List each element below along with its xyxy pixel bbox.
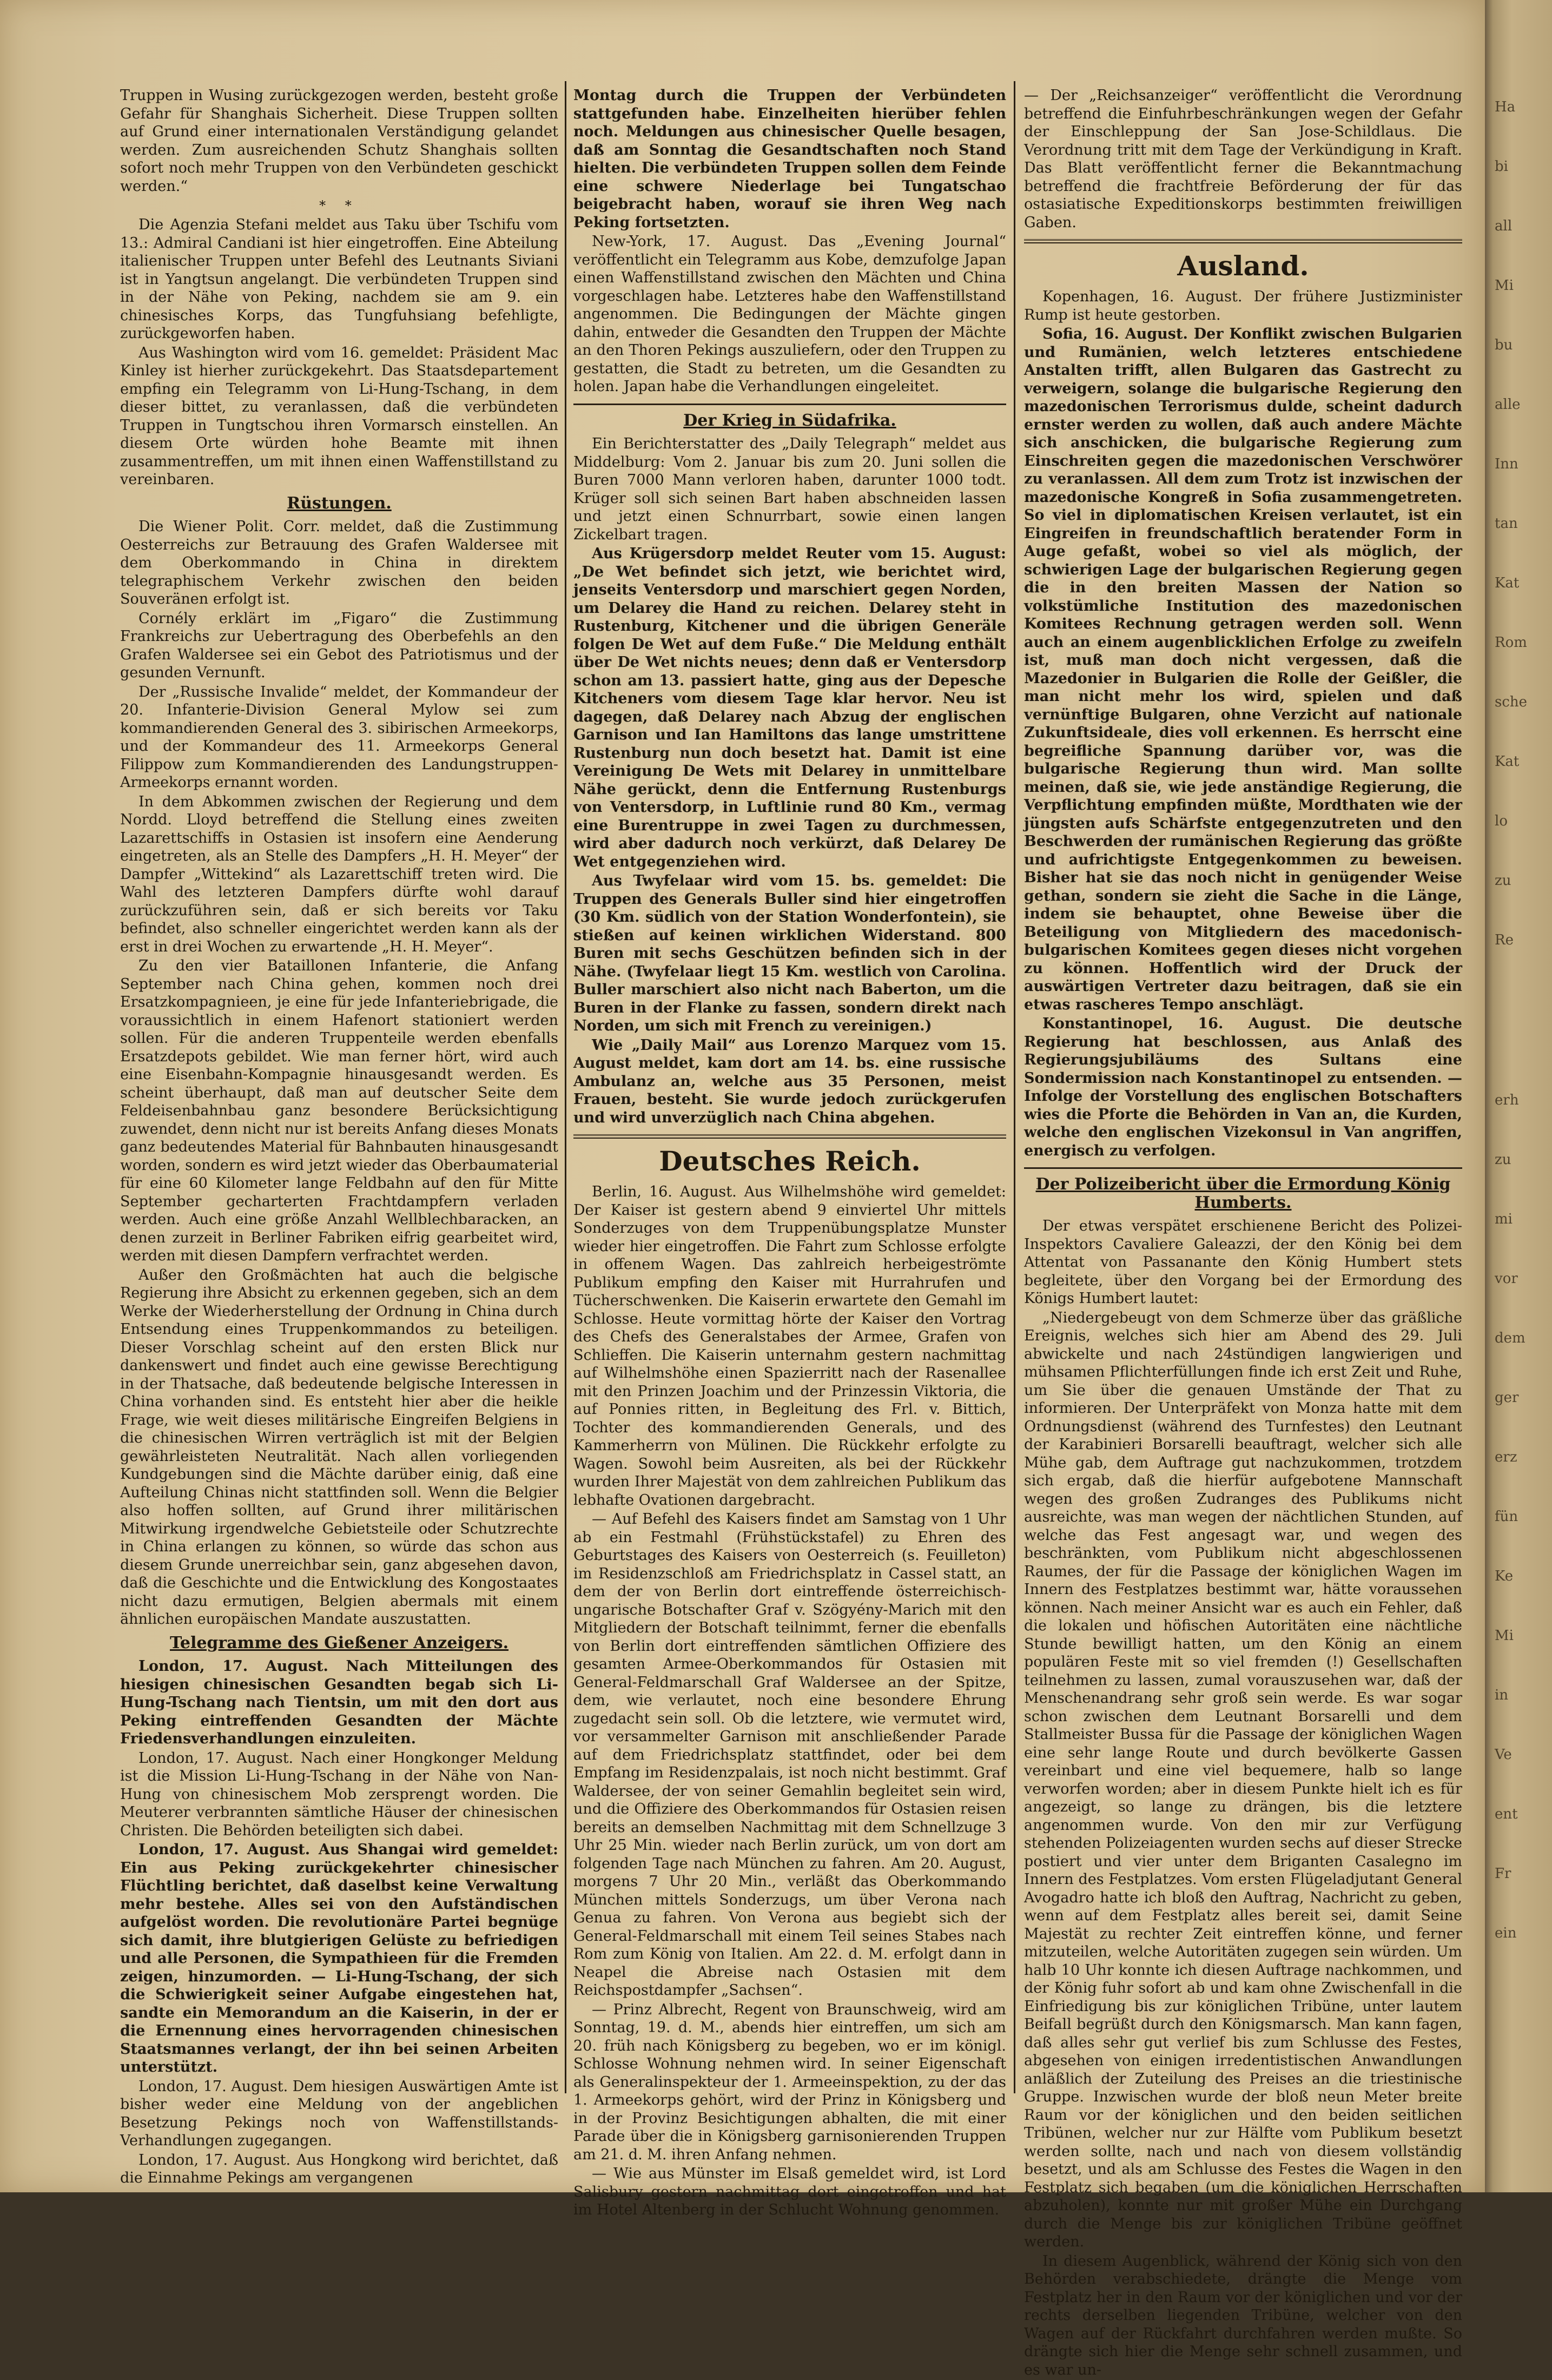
margin-fragment: ent <box>1495 1806 1518 1822</box>
paragraph: Sofia, 16. August. Der Konflikt zwischen Bulgarien und Rumänien, welch letzteres entschiedene Anstalten trifft, allen Bulgaren das Gastrecht zu verweigern, solange die bulgarische Regierung den mazedonischen Terrorismus dulde, scheint dadurch ernster werden zu wollen, daß auch andere Mächte sich anschicken, die bulgarische Regierung zum Einschreiten gegen die mazedonischen Verschwörer zu veranlassen. All dem zum Trotz ist inzwischen der mazedonische Kongreß in Sofia zusammengetreten. So viel in diplomatischen Kreisen verlautet, ist ein Eingreifen in freundschaftlich beratender Form in Auge gefaßt, wobei so viel als möglich, der schwierigen Lage der bulgarischen Regierung gegen die in den breiten Massen der Nation so volkstümliche Institution des mazedonischen Komitees Rechnung getragen werden soll. Wenn auch an einem augenblicklichen Erfolge zu zweifeln ist, muß man doch nicht vergessen, daß die Mazedonier in Bulgarien die Rolle der Geißler, die man nicht mehr los wird, spielen und daß vernünftige Bulgaren, ohne Verzicht auf nationale Zukunftsideale, dies voll erkennen. Es herrscht eine begreifliche Spannung darüber vor, was die bulgarische Regierung thun wird. Man sollte meinen, daß sie, wie jede anständige Regierung, die Verpflichtung empfinden müßte, Mordthaten wie der jüngsten aufs Schärfste entgegenzutreten und den Beschwerden der rumänischen Regierung das größte und aufrichtigste Entgegenkommen zu beweisen. Bisher hat sie das noch nicht in genügender Weise gethan, sondern sie zieht die Sache in die Länge, indem sie behauptet, ohne Beweise über die Beteiligung von Mitgliedern des macedonisch-bulgarischen Komitees gegen dieses nicht vorgehen zu können. Hoffentlich wird der Druck der auswärtigen Vertreter dazu beitragen, daß sie ein etwas rascheres Tempo anschlägt. <box>1024 326 1462 1013</box>
margin-fragment: fün <box>1495 1509 1518 1525</box>
paragraph: Wie „Daily Mail“ aus Lorenzo Marquez vom 15. August meldet, kam dort am 14. bs. eine russische Ambulanz an, welche aus 35 Personen, meist Frauen, besteht. Sie wurde jedoch zurückgerufen und wird unverzüglich nach China abgehen. <box>573 1036 1006 1126</box>
telegram-item: London, 17. August. Nach Mitteilungen des hiesigen chinesischen Gesandten begab sich Li-Hung-Tschang nach Tientsin, um mit den dort aus Peking eintreffenden Gesandten der Mächte Friedensverhandlungen einzuleiten. <box>120 1658 558 1747</box>
margin-fragment: bi <box>1495 158 1508 175</box>
margin-fragment: Mi <box>1495 277 1514 294</box>
telegram-item: London, 17. August. Aus Shangai wird gemeldet: Ein aus Peking zurückgekehrter chinesischer Flüchtling berichtet, daß daselbst keine Verwaltung mehr bestehe. Alles sei von den Aufständischen aufgelöst worden. Die revolutionäre Partei begnüge sich damit, ihre blutgierigen Gelüste zu befriedigen und alle Personen, die Sympathieen für die Fremden zeigen, hinzumorden. — Li-Hung-Tschang, der sich die Schwierigkeit seiner Aufgabe eingestehen hat, sandte ein Memorandum an die Kaiserin, in der er die Ernennung eines hervorragenden chinesischen Staatsmannes verlangt, der ihn bei seinen Arbeiten unterstützt. <box>120 1841 558 2075</box>
section-rule <box>1024 239 1462 243</box>
margin-fragment: Rom <box>1495 634 1527 651</box>
section-heading: Telegramme des Gießener Anzeigers. <box>169 1633 509 1652</box>
paragraph: Aus Twyfelaar wird vom 15. bs. gemeldet: Die Truppen des Generals Buller sind hier eingetroffen (30 Km. südlich von der Station Wonderfontein), sie stießen auf keinen wirklichen Widerstand. 800 Buren mit sechs Geschützen befinden sich in der Nähe. (Twyfelaar liegt 15 Km. westlich von Carolina. Buller marschiert also nicht nach Baberton, um die Buren in der Flanke zu fassen, sondern direkt nach Norden, um sich mit French zu vereinigen.) <box>573 872 1006 1034</box>
telegram-item: London, 17. August. Aus Hongkong wird berichtet, daß die Einnahme Pekings am vergangenen <box>120 2151 558 2186</box>
margin-fragment: ein <box>1495 1925 1517 1941</box>
paragraph: „Niedergebeugt von dem Schmerze über das gräßliche Ereignis, welches sich hier am Abend des 29. Juli abwickelte und nach 24stündigen langwierigen und mühsamen Pflichterfüllungen finde ich erst Zeit und Ruhe, um Sie über die genauen Umstände der That zu informieren. Der Unterpräfekt von Monza hatte mit dem Ordnungsdienst (während des Turnfestes) den Leutnant der Karabinieri Borsarelli beauftragt, welcher sich alle Mühe gab, dem Auftrage gut nachzukommen, trotzdem sich ergab, daß die hierfür aufgebotene Mannschaft wegen des großen Zudranges des Publikums nicht ausreichte, was man wegen der nächtlichen Stunden, auf welche das Fest angesagt war, und wegen des beschränkten, vom Publikum nicht abgeschlossenen Raumes, der für die Passage der königlichen Wagen im Innern des Festplatzes bestimmt war, hätte voraussehen können. Nach meiner Ansicht war es auch ein Fehler, daß die lokalen und höfischen Autoritäten eine nächtliche Stunde bewilligt hatten, um den König an einem populären Feste mit so viel fremden (!) Gesellschaften teilnehmen zu lassen, zumal vorauszusehen war, daß der Menschenandrang sehr groß sein werde. Es war sogar schon zwischen dem Leutnant Borsarelli und dem Stallmeister Bussa für die Passage der königlichen Wagen eine sehr lange Route und durch bevölkerte Gassen vereinbart und eine viel bequemere, halb so lange verworfen worden; aber in diesem Punkte hielt ich es für angezeigt, so lange zu drängen, bis die letztere angenommen wurde. Von den mir zur Verfügung stehenden Polizeiagenten wurden sechs auf dieser Strecke postiert und vier unter dem Briganten Casalegno im Innern des Festplatzes. Vom ersten Flügeladjutant General Avogadro hatte ich bloß den Auftrag, Nachricht zu geben, wenn auf dem Festplatz alles bereit sei, damit Seine Majestät zu rechter Zeit eintreffen könne, und ferner mitzuteilen, welche Autoritäten zugegen sein würden. Um halb 10 Uhr konnte ich diesen Auftrage nachkommen, und der König fuhr sofort ab und kam ohne Zwischenfall in die Einfriedigung bis zur königlichen Tribüne, unter lautem Beifall begrüßt durch den Königsmarsch. Man kann fagen, daß alles sehr gut verlief bis zum Schlusse des Festes, abgesehen von einigen irredentistischen Anwandlungen anläßlich der Zuteilung des Preises an die triestinische Gruppe. Inzwischen wurde der bloß neun Meter breite Raum vor der königlichen und den beiden seitlichen Tribünen, welcher nur zur Hälfte vom Publikum besetzt werden sollte, nach und nach von diesem vollständig besetzt, und als am Schlusse des Festes die Wagen in den Festplatz sich begaben (um die königlichen Herrschaften abzuholen), konnte nur mit großer Mühe ein Durchgang durch die Menge bis zur königlichen Tribüne geöffnet werden. <box>1024 1309 1462 2250</box>
margin-fragment: Fr <box>1495 1866 1511 1882</box>
column-1 <box>120 87 558 2189</box>
margin-fragment: zu <box>1495 872 1511 889</box>
paragraph: — Prinz Albrecht, Regent von Braunschweig, wird am Sonntag, 19. d. M., abends hier eintreffen, um sich am 20. früh nach Königsberg zu begeben, wo er im königl. Schlosse Wohnung nehmen wird. In seiner Eigenschaft als Generalinspekteur der 1. Armeeinspektion, zu der das 1. Armeekorps gehört, wird der Prinz in Königsberg und in der Provinz Besichtigungen abhalten, die mit einer Parade über die in Königsberg garnisonierenden Truppen am 21. d. M. ihren Anfang nehmen. <box>573 2001 1006 2163</box>
margin-fragment: erz <box>1495 1449 1517 1465</box>
margin-fragment: Ha <box>1495 99 1516 115</box>
margin-fragment: sche <box>1495 694 1528 710</box>
telegram-item: London, 17. August. Nach einer Hongkonger Meldung ist die Mission Li-Hung-Tschang in der Nähe von Nan-Hung von chinesischem Mob zersprengt worden. Die Meuterer verbrannten sämtliche Häuser der chinesischen Christen. Die Behörden beteiligten sich dabei. <box>120 1749 558 1839</box>
paragraph: New-York, 17. August. Das „Evening Journal“ veröffentlicht ein Telegramm aus Kobe, demzufolge Japan einen Waffenstillstand zwischen den Mächten und China vorgeschlagen habe. Letzteres habe den Waffenstillstand angenommen. Die Bedingungen der Mächte gingen dahin, entweder die Gesandten den Truppen der Mächte an den Thoren Pekings auszuliefern, oder den Truppen zu gestatten, die Stadt zu betreten, um die Gesandten zu holen. Japan habe die Verhandlungen eingeleitet. <box>573 233 1006 395</box>
section-rule <box>573 404 1006 405</box>
paragraph: In dem Abkommen zwischen der Regierung und dem Nordd. Lloyd betreffend die Stellung eines zweiten Lazarettschiffs in Ostasien ist insofern eine Aenderung eingetreten, als an Stelle des Dampfers „H. H. Meyer“ der Dampfer „Wittekind“ als Lazarettschiff treten wird. Die Wahl des letzteren Dampfers dürfte wohl darauf zurückzuführen sein, daß er sich bereits vor Taku befindet, also schneller eingerichtet werden kann als der erst in drei Wochen zu erwartende „H. H. Meyer“. <box>120 793 558 955</box>
paragraph: Aus Washington wird vom 16. gemeldet: Präsident Mac Kinley ist hierher zurückgekehrt. Das Staatsdepartement empfing ein Telegramm von Li-Hung-Tschang, in dem dieser bittet, zu veranlassen, daß die verbündeten Truppen in Tungtschou ihren Vormarsch einstellen. An diesem Orte würden hohe Beamte mit ihnen zusammentreffen, um mit ihnen einen Waffenstillstand zu vereinbaren. <box>120 344 558 488</box>
paragraph: — Der „Reichsanzeiger“ veröffentlicht die Verordnung betreffend die Einfuhrbeschränkungen wegen der Gefahr der Einschleppung der San Jose-Schildlaus. Die Verordnung tritt mit dem Tage der Verkündigung in Kraft. Das Blatt veröffentlicht ferner die Bekanntmachung betreffend die frachtfreie Beförderung der für das ostasiatische Expeditionskorps bestimmten freiwilligen Gaben. <box>1024 87 1462 231</box>
paragraph: Außer den Großmächten hat auch die belgische Regierung ihre Absicht zu erkennen gegeben, sich an dem Werke der Wiederherstellung der Ordnung in China durch Entsendung eines Truppenkommandos zu beteiligen. Dieser Vorschlag scheint auf den ersten Blick nur dankenswert und findet auch eine gewisse Berechtigung in der Thatsache, daß bedeutende belgische Interessen in China vorhanden sind. Es entsteht hier aber die heikle Frage, wie weit dieses militärische Eingreifen Belgiens in die chinesischen Wirren verträglich ist mit der Belgien gewährleisteten Neutralität. Nach allen vorliegenden Kundgebungen sind die Mächte darüber einig, daß eine Aufteilung Chinas nicht stattfinden soll. Wenn die Belgier also hoffen sollten, auf Grund ihrer militärischen Mitwirkung irgendwelche Gebietsteile oder Schutzrechte in China erlangen zu können, so würde das schon aus diesem Grunde unerreichbar sein, ganz abgesehen davon, daß die Geschichte und die Entwicklung des Kongostaates nicht dazu ermutigen, Belgien abermals mit einem ähnlichen europäischen Mandate auszustatten. <box>120 1266 558 1628</box>
margin-fragment: alle <box>1495 396 1521 413</box>
margin-fragments <box>1485 0 1552 1943</box>
column-rule <box>565 81 566 2093</box>
column-2 <box>573 87 1006 2220</box>
margin-fragment: Inn <box>1495 456 1518 472</box>
paragraph: Konstantinopel, 16. August. Die deutsche Regierung hat beschlossen, aus Anlaß des Regierungsjubiläums des Sultans eine Sondermission nach Konstantinopel zu entsenden. — Infolge der Vorstellung des englischen Botschafters wies die Pforte die Behörden in Van an, die Kurden, welche den englischen Vizekonsul in Van angriffen, energisch zu verfolgen. <box>1024 1015 1462 1159</box>
margin-fragment: erh <box>1495 1092 1519 1108</box>
paragraph: — Auf Befehl des Kaisers findet am Samstag von 1 Uhr ab ein Festmahl (Frühstückstafel) zu Ehren des Geburtstages des Kaisers von Oesterreich (s. Feuilleton) im Residenzschloß am Friedrichsplatz in Cassel statt, an dem der von Berlin dort eintreffende österreichisch-ungarische Botschafter Graf v. Szögyény-Marich mit den Mitgliedern der Botschaft teilnimmt, ferner die ebenfalls von Berlin dort eintreffenden sämtlichen Offiziere des gesamten Armee-Oberkommandos für Ostasien mit General-Feldmarschall Graf Waldersee an der Spitze, dem, wie verlautet, noch eine besondere Ehrung zugedacht sein soll. Ob die letztere, wie vermutet wird, vor versammelter Garnison mit anschließender Parade auf dem Friedrichsplatz stattfindet, oder bei dem Empfang im Residenzpalais, ist noch nicht bestimmt. Graf Waldersee, der von seiner Gemahlin begleitet sein wird, und die Offiziere des Oberkommandos für Ostasien reisen bereits an demselben Nachmittag mit dem Schnellzuge 3 Uhr 25 Min. wieder nach Berlin zurück, um von dort am folgenden Tage nach München zu fahren. Am 20. August, morgens 7 Uhr 20 Min., verläßt das Oberkommando München mittels Sonderzugs, um über Verona nach Genua zu fahren. Von Verona aus begiebt sich der General-Feldmarschall mit einem Teil seines Stabes nach Rom zum König von Italien. Am 22. d. M. erfolgt dann in Neapel die Abreise nach Ostasien mit dem Reichspostdampfer „Sachsen“. <box>573 1511 1006 1999</box>
column-3 <box>1024 87 1462 2380</box>
margin-fragment: dem <box>1495 1330 1525 1346</box>
paragraph: Berlin, 16. August. Aus Wilhelmshöhe wird gemeldet: Der Kaiser ist gestern abend 9 einviertel Uhr mittels Sonderzuges von dem Truppenübungsplatze Munster wieder hier eingetroffen. Die Fahrt zum Schlosse erfolgte in offenem Wagen. Das zahlreich herbeigeströmte Publikum empfing den Kaiser mit Hurrahrufen und Tücherschwenken. Die Kaiserin erwartete den Gemahl im Schlosse. Heute vormittag hörte der Kaiser den Vortrag des Chefs des Generalstabes der Armee, Grafen von Schlieffen. Die Kaiserin unternahm gestern nachmittag auf Wilhelmshöhe einen Spazierritt nach der Rasenallee mit den Prinzen Joachim und der Prinzessin Viktoria, die auf Ponnies ritten, in Begleitung des Frl. v. Bittich, Tochter des kommandierenden Generals, und des Kammerherrn von Mülinen. Die Rückkehr erfolgte zu Wagen. Sowohl beim Ausreiten, als bei der Rückkehr wurden Ihrer Majestät von dem zahlreichen Publikum das lebhafte Ovationen dargebracht. <box>573 1184 1006 1509</box>
section-heading: Deutsches Reich. <box>659 1145 921 1177</box>
paragraph: Die Agenzia Stefani meldet aus Taku über Tschifu vom 13.: Admiral Candiani ist hier eingetroffen. Eine Abteilung italienischer Truppen unter Befehl des Leutnants Siviani ist in Yangtsun angelangt. Die verbündeten Truppen sind in der Nähe von Peking, nachdem sie am 9. ein chinesisches Korps, das Tungfuhsiang befehligte, zurückgeworfen haben. <box>120 216 558 342</box>
margin-fragment: Kat <box>1495 575 1520 591</box>
margin-fragment: Re <box>1495 932 1514 948</box>
margin-fragment: zu <box>1495 1152 1511 1168</box>
margin-fragment: lo <box>1495 813 1508 829</box>
margin-fragment: Mi <box>1495 1628 1514 1644</box>
section-heading: Rüstungen. <box>287 493 392 513</box>
margin-fragment: all <box>1495 218 1513 234</box>
paragraph: Der „Russische Invalide“ meldet, der Kommandeur der 20. Infanterie-Division General Mylow sei zum kommandierenden General des 3. sibirischen Armeekorps, und der Kommandeur des 11. Armeekorps General Filippow zum Kommandierenden des Landungstruppen-Armeekorps ernannt worden. <box>120 683 558 791</box>
paragraph: Truppen in Wusing zurückgezogen werden, besteht große Gefahr für Shanghais Sicherheit. Diese Truppen sollten auf Grund einer internationalen Verständigung gelandet werden. Zum ausreichenden Schutz Shanghais sollten sofort noch mehr Truppen von den Verbündeten geschickt werden.“ <box>120 87 558 195</box>
telegram-item: London, 17. August. Dem hiesigen Auswärtigen Amte ist bisher weder eine Meldung von der angeblichen Besetzung Pekings noch von Waffenstillstands-Verhandlungen zugegangen. <box>120 2078 558 2149</box>
margin-fragment: ger <box>1495 1390 1519 1406</box>
margin-fragment: Kat <box>1495 753 1520 770</box>
paragraph: Kopenhagen, 16. August. Der frühere Justizminister Rump ist heute gestorben. <box>1024 288 1462 323</box>
section-heading: Der Polizeibericht über die Ermordung König Humberts. <box>1035 1175 1451 1212</box>
column-rule <box>1014 81 1015 2093</box>
margin-fragment: Ke <box>1495 1568 1514 1584</box>
margin-fragment: vor <box>1495 1271 1518 1287</box>
section-rule <box>573 1134 1006 1139</box>
paragraph: Zu den vier Bataillonen Infanterie, die Anfang September nach China gehen, kommen noch drei Ersatzkompagnieen, je eine für jede Infanteriebrigade, die voraussichtlich in einem Hafenort stationiert werden sollen. Für die anderen Truppenteile werden ebenfalls Ersatzdepots gebildet. Wie man ferner hört, wird auch eine Eisenbahn-Kompagnie hinausgesandt werden. Es scheint überhaupt, daß man auf deutscher Seite dem Feldeisenbahnbau ganz besondere Berücksichtigung zuwendet, denn nicht nur ist bereits Anfang dieses Monats ganz bedeutendes Material für Bahnbauten hinausgesandt worden, sondern es wird jetzt wieder das Oberbaumaterial für eine 60 Kilometer lange Feldbahn auf den für Mitte September gecharterten Frachtdampfern verladen werden. Auch eine größe Anzahl Wellblechbaracken, an denen zurzeit in Berliner Fabriken eifrig gearbeitet wird, werden mit diesen Dampfern verfrachtet werden. <box>120 957 558 1264</box>
paragraph: Aus Krügersdorp meldet Reuter vom 15. August: „De Wet befindet sich jetzt, wie berichtet wird, jenseits Ventersdorp und marschiert gegen Norden, um Delarey die Hand zu reichen. Delarey steht in Rustenburg, Kitchener und die übrigen Generäle folgen De Wet auf dem Fuße.“ Die Meldung enthält über De Wet nichts neues; denn daß er Ventersdorp schon am 13. passiert hatte, ging aus der Depesche Kitcheners vom diesem Tage klar hervor. Neu ist dagegen, daß Delarey nach Abzug der englischen Garnison und Ian Hamiltons das lange umstrittene Rustenburg nun doch besetzt hat. Damit ist eine Vereinigung De Wets mit Delarey in unmittelbare Nähe gerückt, denn die Entfernung Rustenburgs von Ventersdorp, in Luftlinie rund 80 Km., vermag eine Burentruppe in zwei Tagen zu durchmessen, wird aber dadurch noch verkürzt, daß Delarey De Wet entgegenziehen wird. <box>573 545 1006 870</box>
separator-stars: * * <box>319 198 359 213</box>
margin-fragment: Ve <box>1495 1747 1512 1763</box>
margin-fragment: mi <box>1495 1211 1513 1227</box>
margin-fragment: tan <box>1495 515 1518 532</box>
section-heading: Ausland. <box>1177 250 1309 282</box>
section-rule <box>1024 1167 1462 1169</box>
paragraph: Cornély erklärt im „Figaro“ die Zustimmung Frankreichs zur Uebertragung des Oberbefehls an den Grafen Waldersee sei ein Gebot des Patriotismus und der gesunden Vernunft. <box>120 610 558 681</box>
section-heading: Der Krieg in Südafrika. <box>683 411 896 430</box>
margin-fragment: bu <box>1495 337 1513 353</box>
paragraph: Der etwas verspätet erschienene Bericht des Polizei-Inspektors Cavaliere Galeazzi, der den König bei dem Attentat von Passanante den König Humbert stets begleitete, über den Vorgang bei der Ermordung des Königs Humbert lautet: <box>1024 1218 1462 1307</box>
margin-fragment: in <box>1495 1687 1509 1703</box>
paragraph: — Wie aus Münster im Elsaß gemeldet wird, ist Lord Salisbury gestern nachmittag dort eingetroffen und hat im Hotel Altenberg in der Schlucht Wohnung genommen. <box>573 2165 1006 2218</box>
paragraph: Die Wiener Polit. Corr. meldet, daß die Zustimmung Oesterreichs zur Betrauung des Grafen Waldersee mit dem Oberkommando in China in direktem telegraphischem Verkehr zwischen den beiden Souveränen erfolgt ist. <box>120 518 558 607</box>
paragraph: Montag durch die Truppen der Verbündeten stattgefunden habe. Einzelheiten hierüber fehlen noch. Meldungen aus chinesischer Quelle besagen, daß am Sonntag die Gesandtschaften noch Stand hielten. Die verbündeten Truppen sollen dem Feinde eine schwere Niederlage bei Tungatschao beigebracht haben, worauf sie ihren Weg nach Peking fortsetzten. <box>573 87 1006 231</box>
paragraph: Ein Berichterstatter des „Daily Telegraph“ meldet aus Middelburg: Vom 2. Januar bis zum 20. Juni sollen die Buren 7000 Mann verloren haben, darunter 1000 todt. Krüger soll sich seinen Bart haben abschneiden lassen und jetzt einen Schnurrbart, sowie einen langen Zickelbart tragen. <box>573 435 1006 543</box>
adjacent-page-edge <box>1485 0 1552 2192</box>
paragraph: In diesem Augenblick, während der König sich von den Behörden verabschiedete, drängte die Menge vom Festplatz her in den Raum vor der königlichen und vor der rechts derselben liegenden Tribüne, welcher von den Wagen auf der Rückfahrt durchfahren werden mußte. So drängte sich hier die Menge sehr schnell zusammen, und es war un- <box>1024 2252 1462 2378</box>
